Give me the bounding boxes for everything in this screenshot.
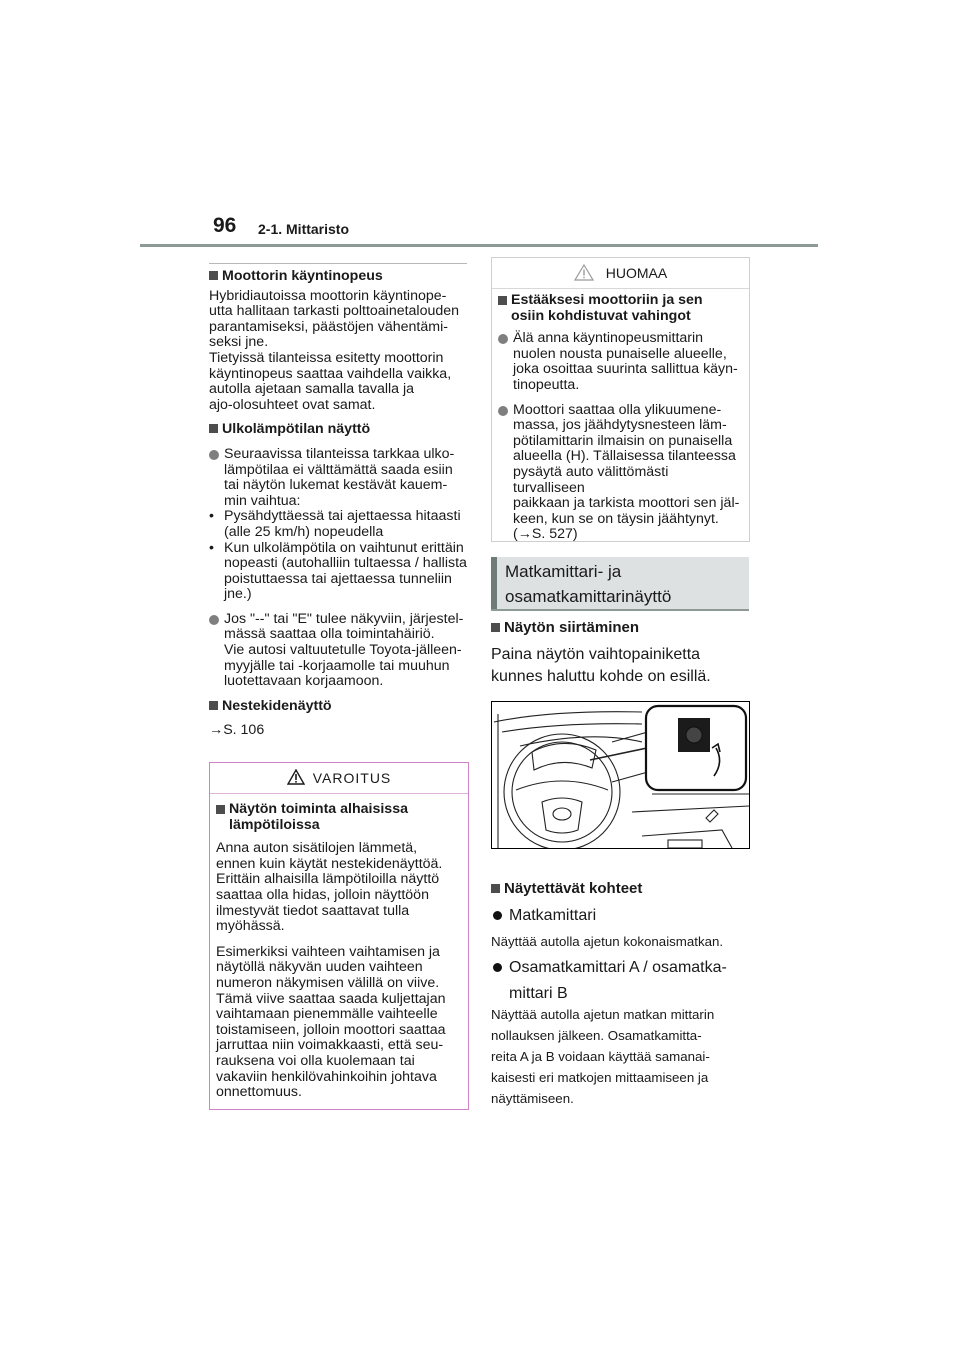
outside-temp-sub-1: • Pysähdyttäessä tai ajettaessa hitaasti (alle 25 km/h) nopeudella	[209, 508, 461, 540]
warning-triangle-icon	[287, 769, 305, 785]
section-title: 2-1. Mittaristo	[258, 221, 350, 237]
circle-bullet-icon	[209, 615, 219, 625]
notice-bullet-1: Älä anna käyntinopeusmittarin nuolen nousta punaiselle alueelle, joka osoittaa suurinta sallittua käyn- tinopeutta.	[498, 331, 743, 393]
warning-paragraph-1: Anna auton sisätilojen lämmetä, ennen kuin käytät nestekidenäyttöä. Erittäin alhaisilla lämpötiloilla näyttö saattaa olla hidas, jolloin näyttöön ilmestyvät tiedot saattavat tulla myöhässä.	[216, 840, 443, 935]
square-bullet-icon	[209, 271, 218, 280]
outside-temp-bullet-2: Jos "--" tai "E" tulee näkyviin, järjestel- mässä saattaa olla toimintahäiriö. Vie autosi valtuutetulle Toyota-jälleen- myyjälle tai -korjaamolle tai muuhun luotettavaan korjaamoon.	[209, 612, 469, 690]
warning-heading: Näytön toiminta alhaisissa lämpötiloissa	[216, 802, 462, 833]
square-bullet-icon	[209, 424, 218, 433]
steering-wheel-illustration	[492, 702, 749, 848]
item-odometer: Matkamittari	[491, 905, 759, 927]
switch-display-heading: Näytön siirtäminen	[491, 619, 759, 636]
circle-bullet-icon	[209, 450, 219, 460]
displayed-items-heading: Näytettävät kohteet	[491, 880, 759, 897]
outside-temp-sub-2: • Kun ulkolämpötila on vaihtunut erittäin nopeasti (autohalliin tultaessa / hallista poistuttaessa tai ajettaessa tunneliin jne.)	[209, 539, 467, 603]
caution-triangle-icon	[574, 264, 594, 281]
liquid-display-heading: Nestekidenäyttö	[209, 699, 469, 715]
circle-bullet-icon	[493, 911, 502, 920]
square-bullet-icon	[498, 296, 507, 305]
notice-title-bar	[492, 258, 749, 289]
notice-heading: Estääksesi moottoriin ja sen osiin kohdistuvat vahingot	[498, 293, 743, 324]
circle-bullet-icon	[498, 334, 508, 344]
heading-underline	[491, 609, 749, 611]
warning-box	[209, 762, 469, 1110]
rpm-heading: Moottorin käyntinopeus	[209, 269, 469, 285]
square-bullet-icon	[491, 884, 500, 893]
header-rule	[140, 244, 818, 247]
dashboard-illustration	[491, 701, 750, 849]
square-bullet-icon	[216, 805, 225, 814]
rpm-text: Hybridiautoissa moottorin käyntinope- utta hallitaan tarkasti polttoainetalouden parantamiseksi, päästöjen vähentämi- seksi jne. Tietyissä tilanteissa esitetty moottorin käyntinopeus saattaa vaihdella vaikka, autolla ajetaan samalla tavalla ja ajo-olosuhteet ovat samat.	[209, 287, 460, 413]
item-odometer-desc: Näyttää autolla ajetun kokonaismatkan.	[491, 934, 724, 949]
heading-stripe	[491, 557, 497, 609]
notice-bullet-2: Moottori saattaa olla ylikuumene- massa, jos jäähdytysnesteen läm- pötilamittarin ilmaisin on punaisella alueella (H). Tällaisessa tilanteessa pysäytä auto välittömästi turvalliseen paikkaan ja tarkista moottori sen jäl- keen, kun se on täysin jäähtynyt. (→S. 527)	[498, 403, 743, 543]
switch-display-text: Paina näytön vaihtopainiketta kunnes haluttu kohde on esillä.	[491, 646, 711, 685]
circle-bullet-icon	[493, 963, 502, 972]
warning-paragraph-2: Esimerkiksi vaihteen vaihtamisen ja näytöllä näkyvän uuden vaihteen numeron näkymisen välillä on viive. Tämä viive saattaa saada kuljettajan vaihtamaan pienemmälle vaihteelle toistamiseen, jolloin moottori saattaa jarruttaa niin voimakkaasti, että seu- rauksena voi olla kuolemaan tai vakaviin henkilövahinkoihin johtava onnettomuus.	[216, 943, 446, 1101]
page-reference: →S. 106	[209, 722, 265, 739]
notice-box	[491, 257, 750, 542]
page-number: 96	[213, 214, 237, 237]
warning-title-bar	[210, 763, 468, 794]
square-bullet-icon	[491, 623, 500, 632]
left-column	[209, 263, 469, 739]
square-bullet-icon	[209, 701, 218, 710]
circle-bullet-icon	[498, 406, 508, 416]
outside-temp-heading: Ulkolämpötilan näyttö	[209, 422, 469, 438]
item-trip-meter-desc: Näyttää autolla ajetun matkan mittarin nollauksen jälkeen. Osamatkamitta- reita A ja B voidaan käyttää samanai- kaisesti eri matkojen mittaamiseen ja näyttämiseen.	[491, 1007, 715, 1106]
notice-title: HUOMAA	[605, 265, 668, 281]
outside-temp-bullet-1: Seuraavissa tilanteissa tarkkaa ulko- lämpötilaa ei välttämättä saada esiin tai näytön lukemat kestävät kauem- min vaihtua:	[209, 447, 469, 509]
divider	[209, 263, 467, 264]
item-trip-meter: Osamatkamittari A / osamatka- mittari B	[491, 957, 759, 1005]
section-heading: Matkamittari- ja osamatkamittarinäyttö	[491, 557, 749, 609]
warning-title: VAROITUS	[312, 770, 392, 786]
